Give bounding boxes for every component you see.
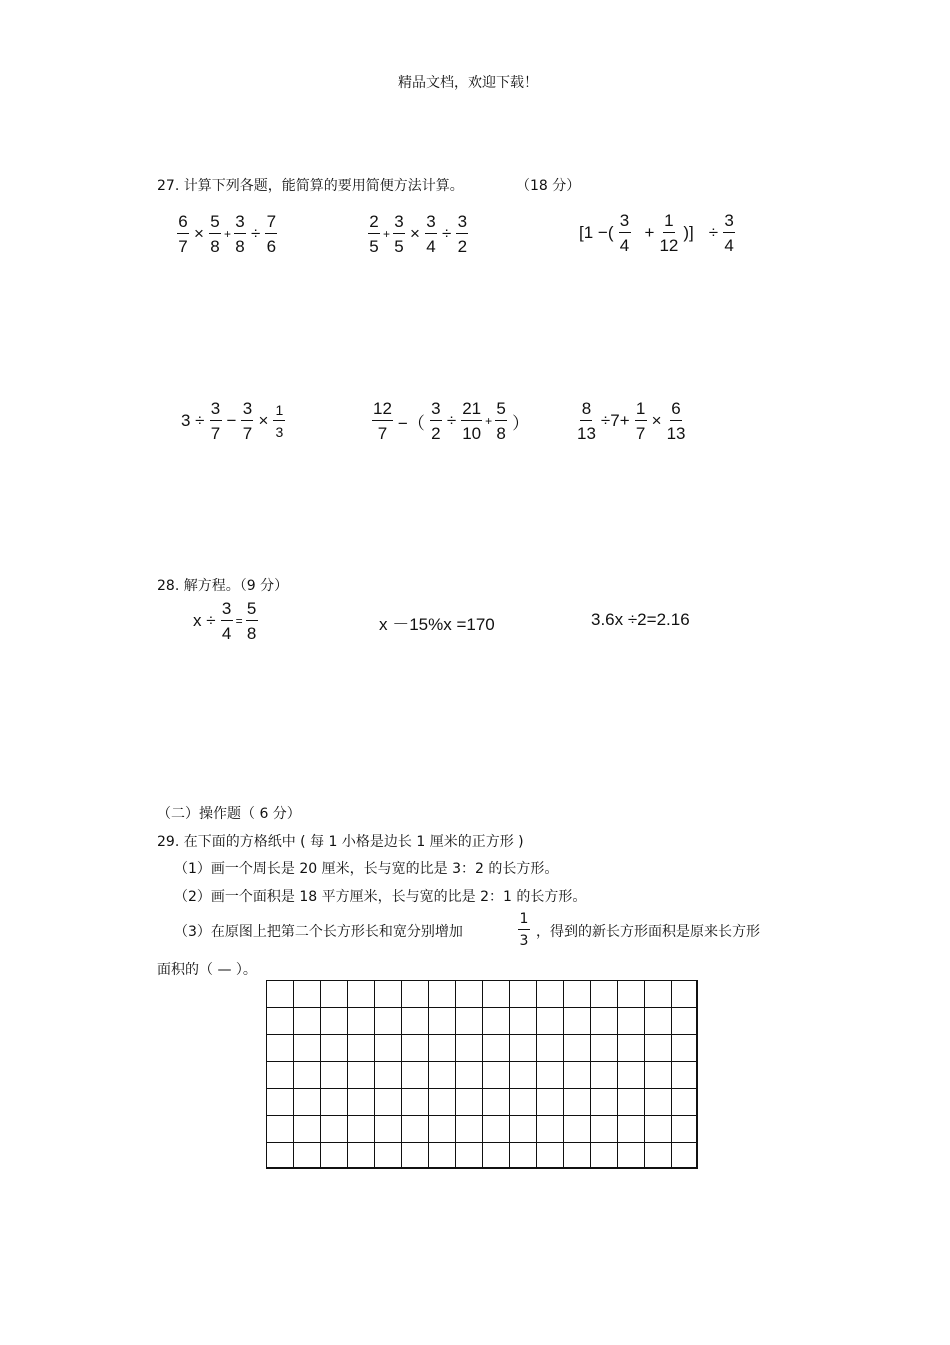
expr-27-1: $\frac{6}{7}$ × $\frac{5}{8}$ + $\frac{3}{8}$ ÷ $\frac{7}{6}$: [178, 212, 277, 256]
expr-27-6: $\frac{8}{13}$ ÷7+ $\frac{1}{7}$ × $\frac{6}{13}$: [577, 399, 686, 443]
q29-part2: （2）画一个面积是 18 平方厘米，长与宽的比是 2：1 的长方形。: [174, 889, 587, 905]
q29-part1: （1）画一个周长是 20 厘米，长与宽的比是 3：2 的长方形。: [174, 861, 559, 877]
section2-title: （二）操作题（ 6 分）: [157, 806, 301, 822]
q29-part3-c: 面积的（ — ）。: [157, 962, 257, 978]
equation-28-1: x ÷ $\frac{3}{4}$ = $\frac{5}{8}$: [193, 599, 257, 643]
q29-part3-a: （3）在原图上把第二个长方形长和宽分别增加: [174, 924, 463, 940]
equation-28-2: x －15%x =170: [379, 615, 495, 634]
q29-part3-b: ，得到的新长方形面积是原来长方形: [536, 924, 760, 940]
expr-27-5: $\frac{12}{7}$ −（ $\frac{3}{2}$ ÷ $\frac{21}{10}$ + $\frac{5}{8}$ ）: [373, 399, 530, 443]
expr-27-3: [1 −( $\frac{3}{4}$ + $\frac{1}{12}$ )] ÷ $\frac{3}{4}$: [579, 211, 734, 255]
equation-28-3: 3.6x ÷2=2.16: [591, 610, 690, 629]
page-header: 精品文档，欢迎下载！: [398, 75, 538, 91]
q29-part3-fraction: $\frac{1}{3}$: [519, 911, 529, 949]
grid-paper: [266, 980, 698, 1169]
q28-title: 28. 解方程。（9 分）: [157, 578, 289, 594]
expr-27-4: 3 ÷ $\frac{3}{7}$ − $\frac{3}{7}$ × $\frac{1}{3}$: [178, 400, 287, 442]
q27-title: 27. 计算下列各题，能简算的要用简便方法计算。: [157, 178, 464, 194]
expr-27-2: $\frac{2}{5}$ + $\frac{3}{5}$ × $\frac{3}{4}$ ÷ $\frac{3}{2}$: [369, 212, 468, 256]
q27-score: （18 分）: [516, 178, 581, 194]
q29-title: 29. 在下面的方格纸中 ( 每 1 小格是边长 1 厘米的正方形 ): [157, 834, 524, 850]
